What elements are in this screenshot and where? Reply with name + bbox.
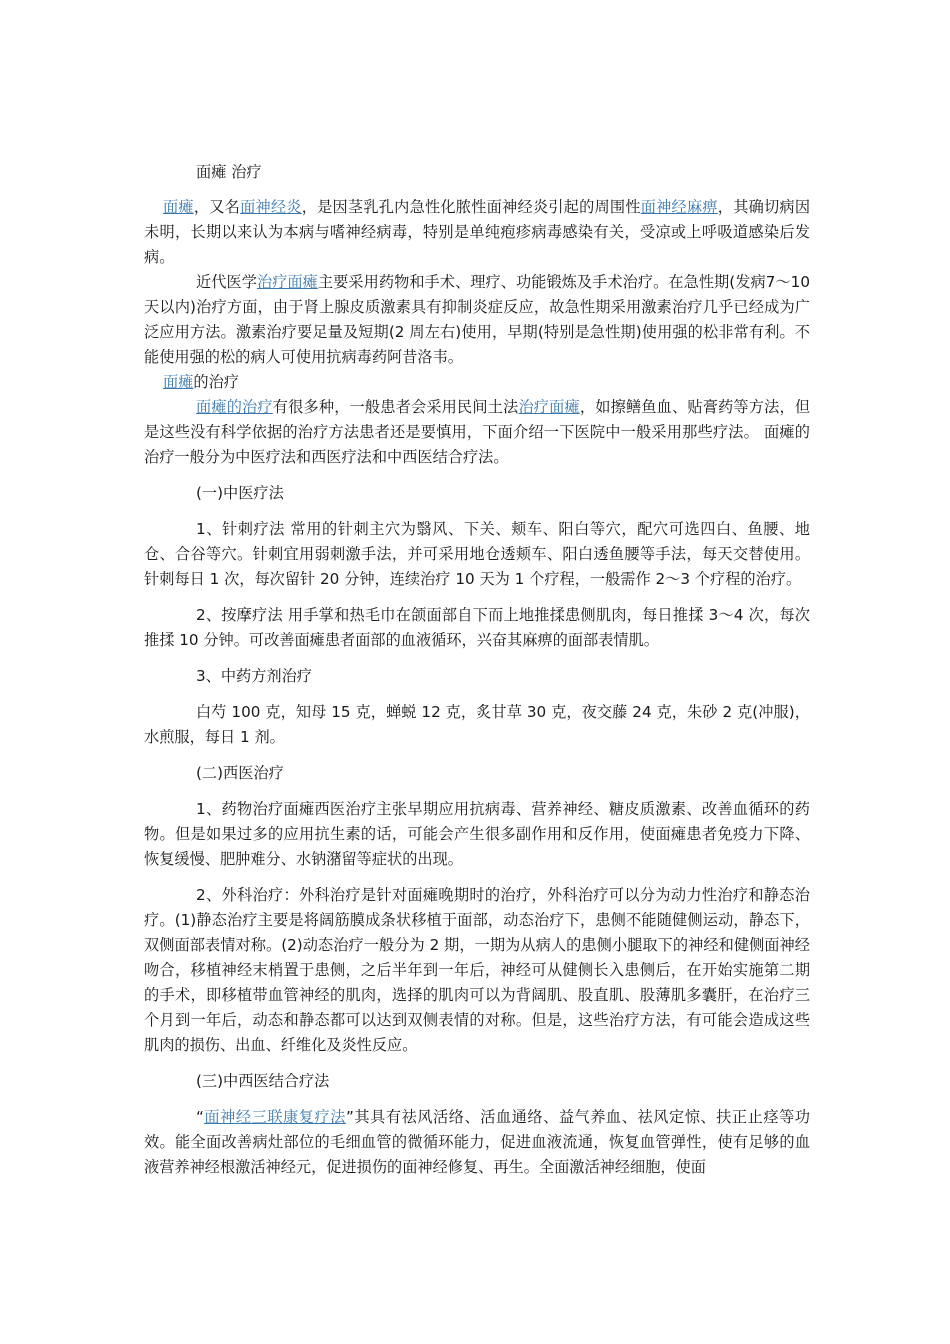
link-mianshenjingmabi[interactable]: 面神经麻痹 bbox=[640, 198, 718, 216]
paragraph-definition: 面瘫，又名面神经炎，是因茎乳孔内急性化脓性面神经炎引起的周围性面神经麻痹，其确切病因未明，长期以来认为本病与嗜神经病毒，特别是单纯疱疹病毒感染有关，受凉或上呼吸道感染后发病。 bbox=[144, 198, 811, 266]
link-zhiliao-mianta[interactable]: 治疗面瘫 bbox=[256, 273, 318, 291]
paragraph-herbal-heading: 3、中药方剂治疗 bbox=[196, 667, 312, 685]
paragraph-modern-medicine: 近代医学治疗面瘫主要采用药物和手术、理疗、功能锻炼及手术治疗。在急性期(发病7～10 天以内)治疗方面，由于肾上腺皮质激素具有抑制炎症反应，故急性期采用激素治疗几乎已经成为广泛应用方法。激素治疗要足量及短期(2 周左右)使用，早期(特别是急性期)使用强的松非常有利。不能使用强的松的病人可使用抗病毒药阿昔洛韦。 bbox=[144, 273, 811, 366]
paragraph-herbal-recipe: 白芍 100 克，知母 15 克，蝉蜕 12 克，炙甘草 30 克，夜交藤 24 克，朱砂 2 克(冲服)，水煎服，每日 1 剂。 bbox=[144, 703, 810, 746]
section-heading-combined: (三)中西医结合疗法 bbox=[196, 1072, 330, 1090]
document-body bbox=[144, 160, 810, 1180]
link-mianta[interactable]: 面瘫 bbox=[163, 198, 194, 216]
link-mianta-de-zhiliao[interactable]: 面瘫的治疗 bbox=[196, 398, 273, 416]
link-mianta-2[interactable]: 面瘫 bbox=[163, 373, 194, 391]
section-heading-treatment: 面瘫的治疗 bbox=[163, 373, 239, 391]
link-sanlian-kangfu[interactable]: 面神经三联康复疗法 bbox=[203, 1108, 346, 1126]
paragraph-massage: 2、按摩疗法 用手掌和热毛巾在颌面部自下而上地推揉患侧肌肉，每日推揉 3～4 次，每次推揉 10 分钟。可改善面瘫患者面部的血液循环，兴奋其麻痹的面部表情肌。 bbox=[144, 606, 810, 649]
section-heading-tcm: (一)中医疗法 bbox=[196, 484, 284, 502]
paragraph-combined-therapy: “面神经三联康复疗法”其具有祛风活络、活血通络、益气养血、祛风定惊、扶正止痉等功效。能全面改善病灶部位的毛细血管的微循环能力，促进血液流通，恢复血管弹性，使有足够的血液营养神经根激活神经元，促进损伤的面神经修复、再生。全面激活神经细胞，使面 bbox=[144, 1108, 810, 1176]
section-heading-western: (二)西医治疗 bbox=[196, 764, 284, 782]
link-zhiliao-mianta-2[interactable]: 治疗面瘫 bbox=[518, 398, 580, 416]
paragraph-surgery: 2、外科治疗：外科治疗是针对面瘫晚期时的治疗，外科治疗可以分为动力性治疗和静态治疗。(1)静态治疗主要是将阔筋膜成条状移植于面部，动态治疗下，患侧不能随健侧运动，静态下，双侧面部表情对称。(2)动态治疗一般分为 2 期，一期为从病人的患侧小腿取下的神经和健侧面神经吻合，移植神经末梢置于患侧，之后半年到一年后，神经可从健侧长入患侧后，在开始实施第二期的手术，即移植带血管神经的肌肉，选择的肌肉可以为背阔肌、股直肌、股薄肌多囊肝，在治疗三个月到一年后，动态和静态都可以达到双侧表情的对称。但是，这些治疗方法，有可能会造成这些肌肉的损伤、出血、纤维化及炎性反应。 bbox=[144, 886, 810, 1054]
paragraph-treatment-intro: 面瘫的治疗有很多种，一般患者会采用民间土法治疗面瘫，如擦鳝鱼血、贴膏药等方法，但是这些没有科学依据的治疗方法患者还是要慎用，下面介绍一下医院中一般采用那些疗法。 面瘫的治疗一般分为中医疗法和西医疗法和中西医结合疗法。 bbox=[144, 398, 811, 466]
page-title: 面瘫 治疗 bbox=[196, 163, 262, 181]
paragraph-acupuncture: 1、针刺疗法 常用的针刺主穴为翳风、下关、颊车、阳白等穴，配穴可选四白、鱼腰、地仓、合谷等穴。针刺宜用弱刺激手法，并可采用地仓透颊车、阳白透鱼腰等手法，每天交替使用。针刺每日 1 次，每次留针 20 分钟，连续治疗 10 天为 1 个疗程，一般需作 2～3 个疗程的治疗。 bbox=[144, 520, 810, 588]
paragraph-drug-therapy: 1、药物治疗面瘫西医治疗主张早期应用抗病毒、营养神经、糖皮质激素、改善血循环的药物。但是如果过多的应用抗生素的话，可能会产生很多副作用和反作用，使面瘫患者免疫力下降、恢复缓慢、肥肿难分、水钠潴留等症状的出现。 bbox=[144, 800, 810, 868]
link-mianshenjingyan[interactable]: 面神经炎 bbox=[240, 198, 302, 216]
